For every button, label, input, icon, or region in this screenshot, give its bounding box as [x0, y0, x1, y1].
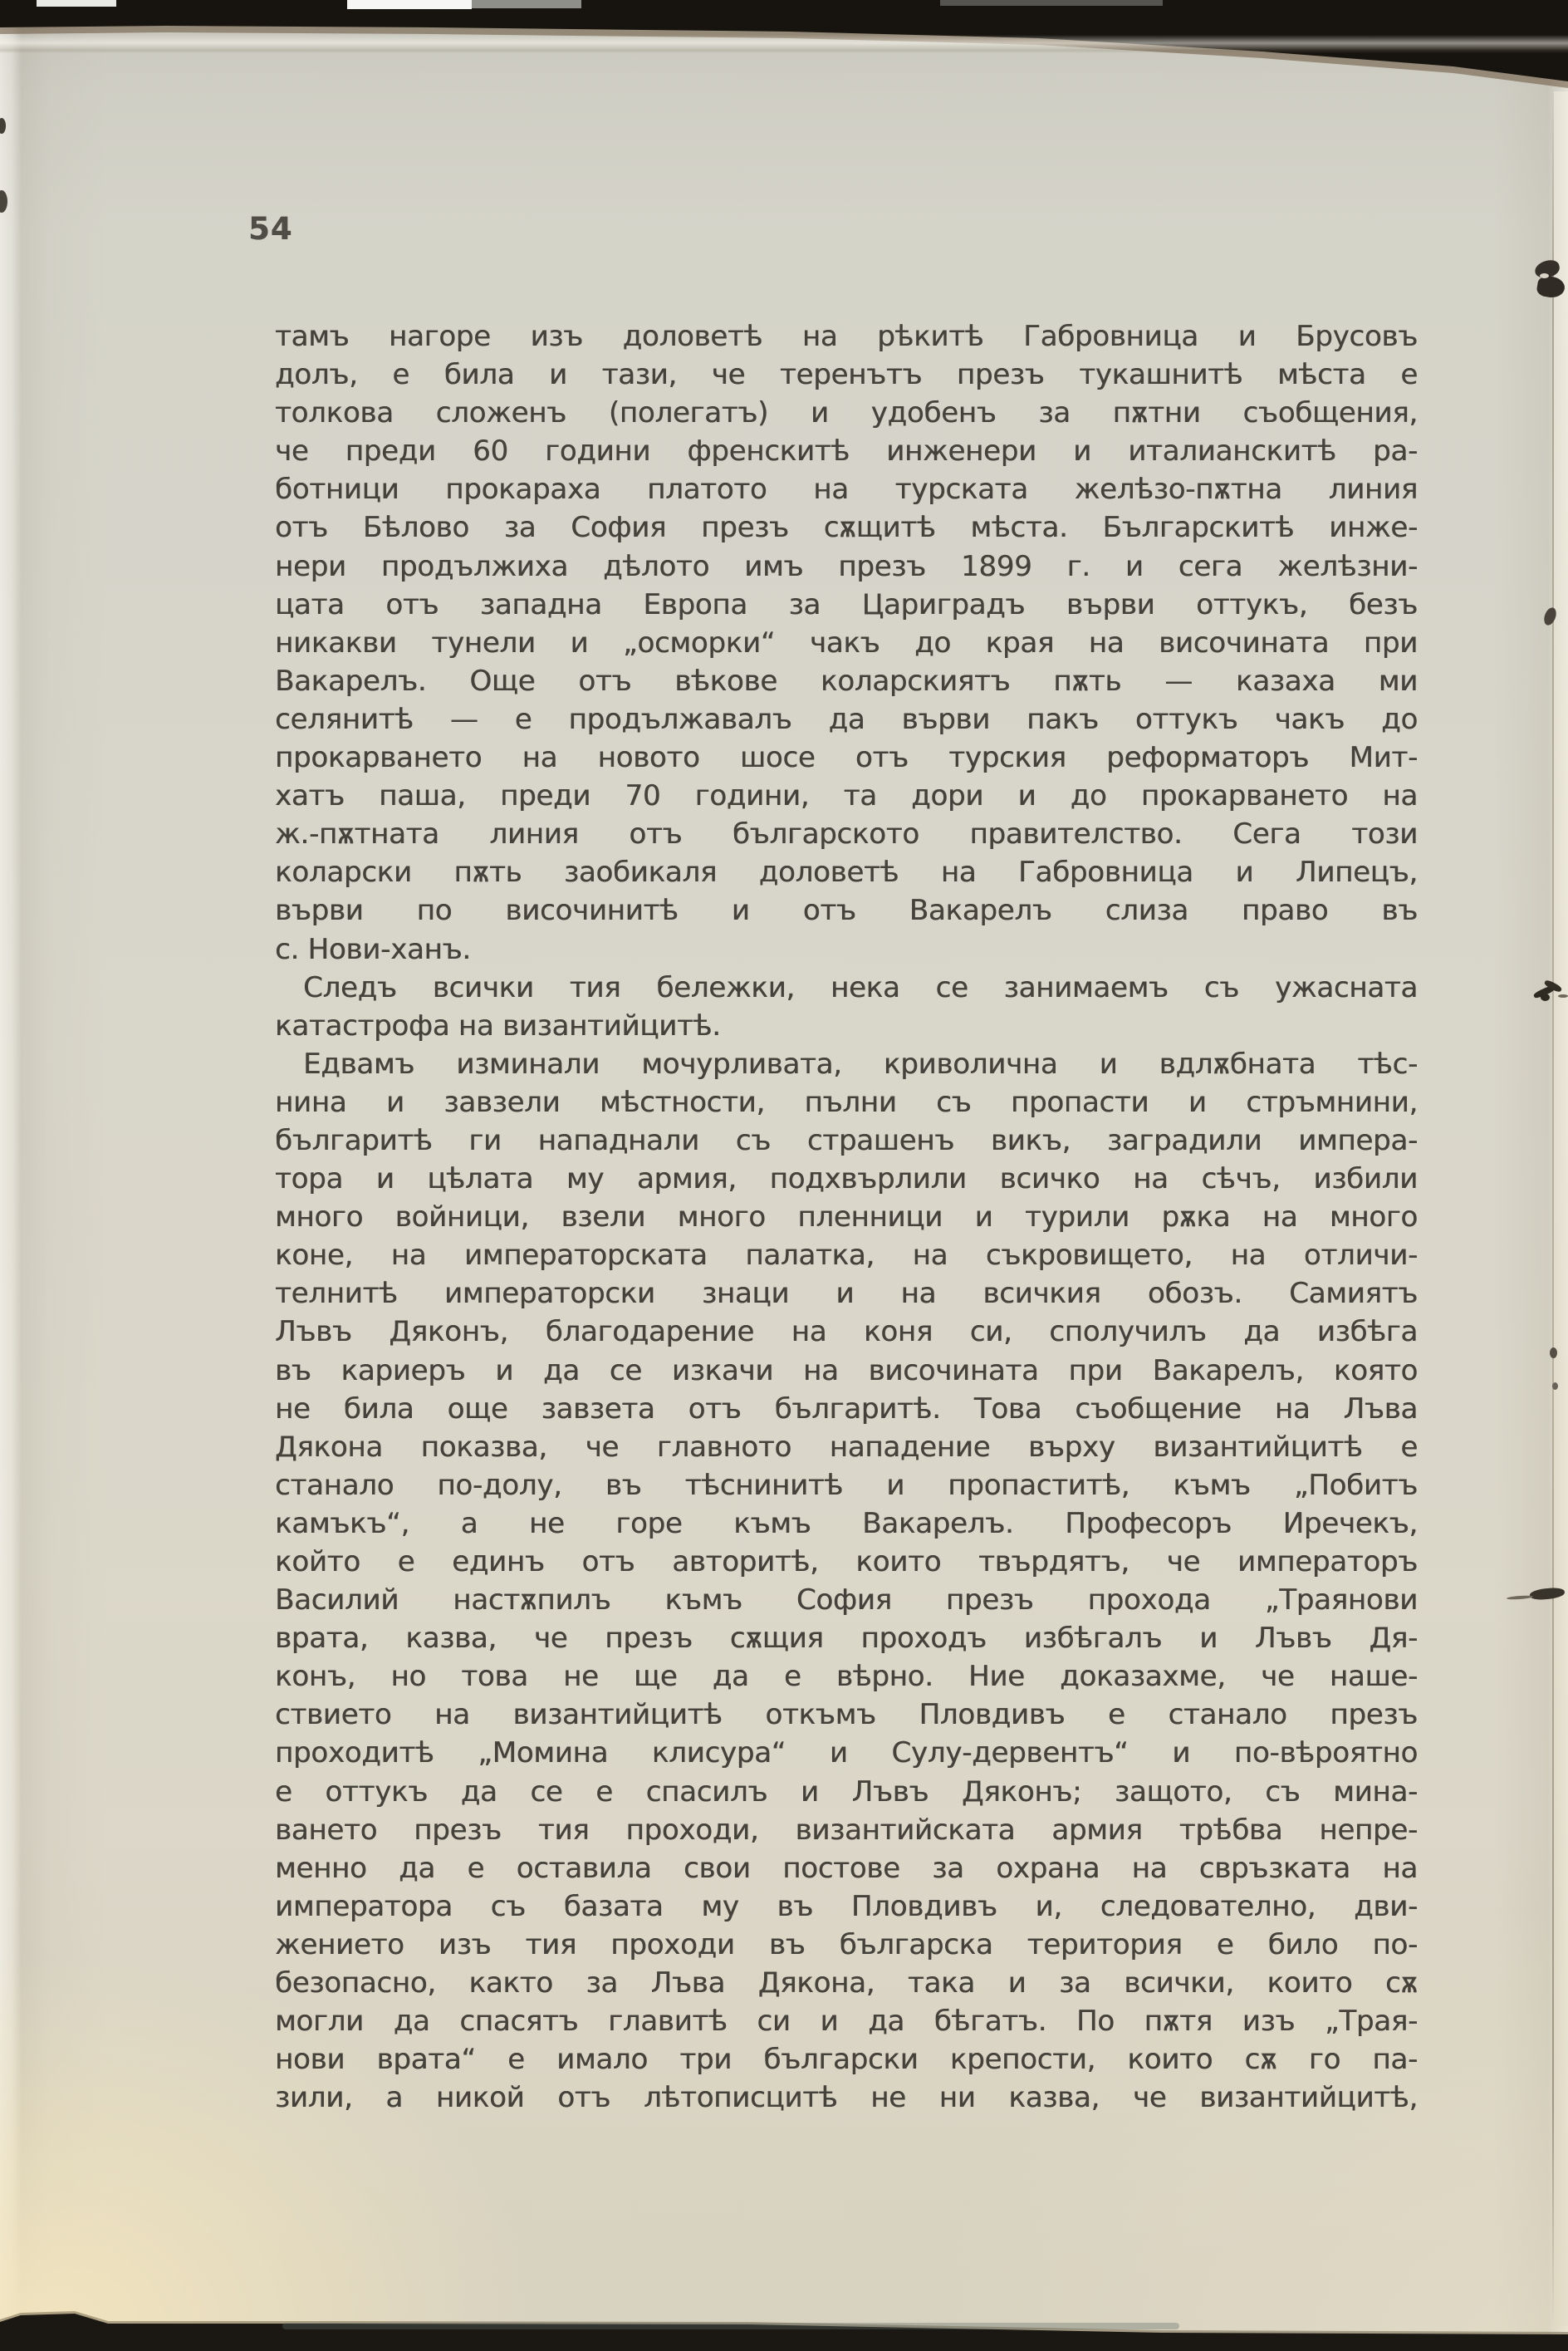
ink-speck: [1540, 273, 1549, 278]
text-line: не била още завзета отъ българитѣ. Това съобщение на Лъва: [275, 1391, 1418, 1426]
text-line: много войници, взели много пленници и турили рѫка на много: [275, 1200, 1418, 1234]
text-line: тамъ нагоре изъ доловетѣ на рѣкитѣ Габровница и Брусовъ: [275, 320, 1418, 353]
ink-speck: [0, 190, 7, 213]
scanner-artifact: [940, 0, 1163, 6]
text-line: Едвамъ изминали мочурливата, криволична и вдлѫбната тѣс-: [303, 1047, 1418, 1081]
text-line: ботници прокараха платото на турската желѣзо-пѫтна линия: [275, 473, 1418, 507]
text-line: проходитѣ „Момина клисура“ и Сулу-дервентъ“ и по-вѣроятно: [275, 1736, 1418, 1770]
scanner-artifact: [37, 0, 116, 7]
scanner-artifact: [347, 0, 472, 9]
ink-speck: [1558, 994, 1568, 998]
text-line: коне, на императорската палатка, на съкровището, на отличи-: [275, 1239, 1418, 1273]
text-line: нери продължиха дѣлото имъ презъ 1899 г. и сега желѣзни-: [275, 549, 1418, 583]
page-edge-highlight: [1554, 91, 1568, 2326]
text-line: телнитѣ императорски знаци и на всичкия обозъ. Самиятъ: [275, 1277, 1418, 1311]
text-line: Дякона показва, че главното нападение върху византийцитѣ е: [275, 1430, 1418, 1464]
ink-speck: [1507, 1595, 1533, 1600]
page-number: 54: [248, 211, 293, 247]
text-line: върви по височинитѣ и отъ Вакарелъ слиза право въ: [275, 894, 1418, 928]
ink-speck: [1550, 1347, 1557, 1358]
text-line: хатъ паша, преди 70 години, та дори и до прокарването на: [275, 779, 1418, 813]
text-line: безопасно, както за Лъва Дякона, така и за всички, които сѫ: [275, 1966, 1418, 2000]
text-line: прокарването на новото шосе отъ турския реформаторъ Мит-: [275, 741, 1418, 775]
text-line: ването презъ тия проходи, византийската армия трѣбва непре-: [275, 1813, 1418, 1847]
paper-crease: [0, 35, 1568, 53]
text-line: менно да е оставила свои постове за охрана на свръзката на: [275, 1851, 1418, 1885]
text-line: е оттукъ да се е спасилъ и Лъвъ Дяконъ; защото, съ мина-: [275, 1774, 1418, 1809]
text-line: Лъвъ Дяконъ, благодарение на коня си, сполучилъ да избѣга: [275, 1315, 1418, 1349]
scanner-artifact: [472, 0, 581, 8]
text-line: тора и цѣлата му армия, подхвърлили всичко на сѣчъ, избили: [275, 1162, 1418, 1196]
text-line: катастрофа на византийцитѣ.: [275, 1009, 721, 1043]
text-line: коларски пѫть заобикаля доловетѣ на Габровница и Липецъ,: [275, 856, 1418, 890]
text-line: толкова сложенъ (полегатъ) и удобенъ за пѫтни съобщения,: [275, 396, 1418, 430]
text-line: врата, казва, че презъ сѫщия проходъ избѣгалъ и Лъвъ Дя-: [275, 1622, 1418, 1656]
text-line: нина и завзели мѣстности, пълни съ пропасти и стръмнини,: [275, 1085, 1418, 1119]
text-line: жението изъ тия проходи въ българска територия е било по-: [275, 1927, 1418, 1961]
ink-speck: [0, 118, 6, 134]
text-line: Вакарелъ. Още отъ вѣкове коларскиятъ пѫть — казаха ми: [275, 664, 1418, 698]
text-line: селянитѣ — е продължавалъ да върви пакъ оттукъ чакъ до: [275, 702, 1418, 736]
text-line: Василий настѫпилъ къмъ София презъ прохода „Траянови: [275, 1583, 1418, 1617]
text-line: конъ, но това не ще да е вѣрно. Ние доказахме, че наше-: [275, 1660, 1418, 1694]
text-block: [275, 317, 1418, 2117]
bottom-edge-tint: [282, 2323, 1179, 2329]
text-line: камъкъ“, а не горе къмъ Вакарелъ. Професоръ Иречекъ,: [275, 1506, 1418, 1540]
text-line: който е единъ отъ авторитѣ, които твърдятъ, че императоръ: [275, 1545, 1418, 1578]
text-line: българитѣ ги нападнали съ страшенъ викъ, заградили импера-: [275, 1123, 1418, 1157]
text-line: ж.-пѫтната линия отъ българското правителство. Сега този: [275, 817, 1418, 852]
text-line: с. Нови-ханъ.: [275, 932, 471, 966]
text-line: зили, а никой отъ лѣтописцитѣ не ни казва, че византийцитѣ,: [275, 2081, 1418, 2115]
text-line: нови врата“ е имало три български крепости, които сѫ го па-: [275, 2043, 1418, 2077]
text-line: че преди 60 години френскитѣ инженери и италианскитѣ ра-: [275, 434, 1418, 469]
text-line: въ кариеръ и да се изкачи на височината при Вакарелъ, която: [275, 1353, 1418, 1387]
text-line: ствието на византийцитѣ откъмъ Пловдивъ е станало презъ: [275, 1698, 1418, 1732]
text-line: цата отъ западна Европа за Цариградъ върви оттукъ, безъ: [275, 587, 1418, 621]
ink-speck: [1552, 1382, 1558, 1390]
text-line: императора съ базата му въ Пловдивъ и, следователно, дви-: [275, 1889, 1418, 1923]
page-edge-crease: [1552, 91, 1554, 2326]
text-line: отъ Бѣлово за София презъ сѫщитѣ мѣста. Българскитѣ инже-: [275, 511, 1418, 545]
text-line: могли да спасятъ главитѣ си и да бѣгатъ. По пѫтя изъ „Трая-: [275, 2005, 1418, 2039]
text-line: Следъ всички тия бележки, нека се занимаемъ съ ужасната: [303, 970, 1418, 1004]
ink-speck: [1541, 994, 1550, 1001]
text-line: никакви тунели и „осморки“ чакъ до края на височината при: [275, 626, 1418, 660]
text-line: станало по-долу, въ тѣснинитѣ и пропаститѣ, къмъ „Побитъ: [275, 1468, 1418, 1502]
text-line: долъ, е била и тази, че теренътъ презъ тукашнитѣ мѣста е: [275, 358, 1418, 392]
